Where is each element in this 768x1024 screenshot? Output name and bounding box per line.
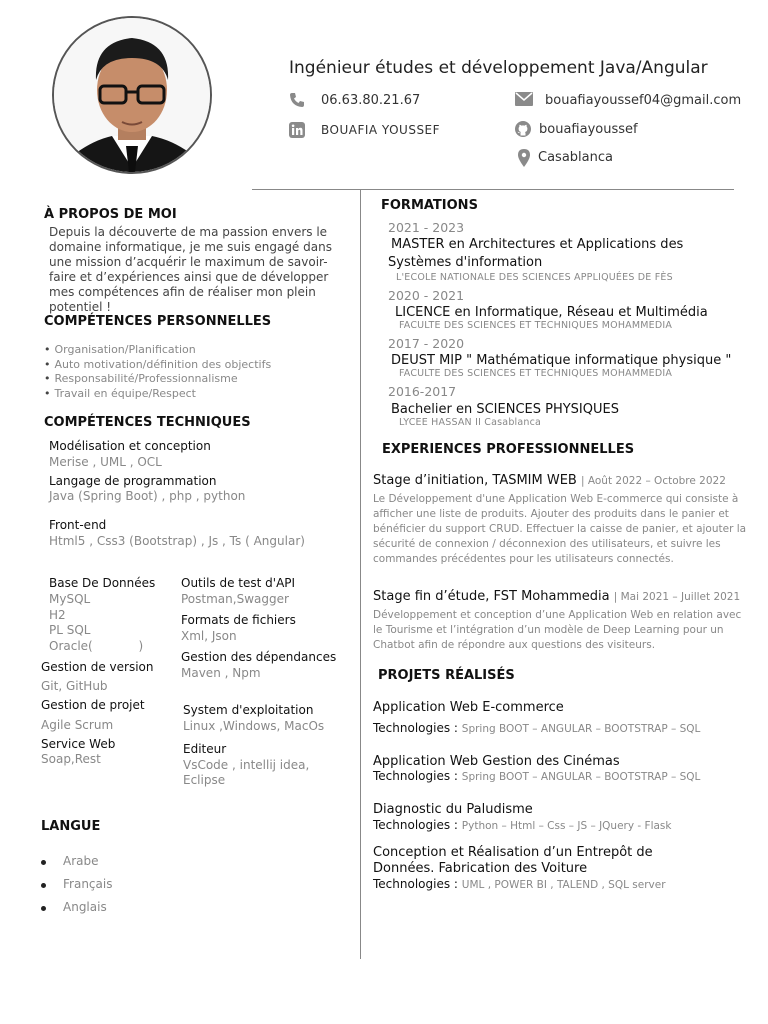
project-technologies [373,721,700,735]
github-username: bouafiayoussef [539,121,638,137]
api-test-value: Postman,Swagger [181,592,289,606]
linkedin-name: BOUAFIA YOUSSEF [321,123,441,137]
portrait-image [54,18,210,172]
list-item: • Responsabilité/Professionnalisme [44,372,271,387]
version-value: Git, GitHub [41,679,108,693]
formation-school: FACULTE DES SCIENCES ET TECHNIQUES MOHAMMEDIA [399,320,673,331]
email-address: bouafiayoussef04@gmail.com [545,92,742,108]
experience-header [373,473,726,488]
deps-label: Gestion des dépendances [181,650,337,664]
formation-years: 2021 - 2023 [388,220,465,235]
languages-title: LANGUE [41,819,101,834]
modeling-label: Modélisation et conception [49,439,211,453]
formation-degree: Bachelier en SCIENCES PHYSIQUES [391,402,619,417]
list-item: Français [39,877,112,900]
languages-list [39,854,112,923]
list-item: Arabe [39,854,112,877]
formats-value: Xml, Json [181,629,237,643]
formation-years: 2016-2017 [388,384,457,399]
projects-title: PROJETS RÉALISÉS [378,668,515,683]
experience-title: Stage fin d’étude, FST Mohammedia [373,589,610,604]
formations-title: FORMATIONS [381,198,478,213]
formation-school: FACULTE DES SCIENCES ET TECHNIQUES MOHAMMEDIA [399,368,673,379]
version-label: Gestion de version [41,660,154,674]
os-label: System d'exploitation [183,703,314,717]
editor-value-line2: Eclipse [183,773,226,787]
list-item: • Auto motivation/définition des objectifs [44,358,271,373]
tech-label: Technologies : [373,769,458,783]
deps-value: Maven , Npm [181,666,261,680]
formats-label: Formats de fichiers [181,613,296,627]
list-item: Anglais [39,900,112,923]
list-item: • Organisation/Planification [44,343,271,358]
list-item: PL SQL [49,623,91,638]
tech-value: Spring BOOT – ANGULAR – BOOTSTRAP – SQL [461,771,701,783]
project-mgmt-label: Gestion de projet [41,698,145,712]
email-contact[interactable] [515,92,741,108]
list-item: MySQL [49,592,91,606]
project-technologies [373,877,666,891]
project-name: Application Web E-commerce [373,700,564,715]
modeling-value: Merise , UML , OCL [49,455,162,469]
about-title: À PROPOS DE MOI [44,207,177,222]
personal-skills-title: COMPÉTENCES PERSONNELLES [44,314,272,329]
editor-label: Editeur [183,742,227,756]
webservice-value: Soap,Rest [41,752,101,766]
frontend-value: Html5 , Css3 (Bootstrap) , Js , Ts ( Angular) [49,534,305,548]
github-icon [515,121,531,137]
api-test-label: Outils de test d'API [181,576,296,590]
phone-contact [289,92,420,108]
experience-header [373,589,740,604]
experience-description: Développement et conception d’une Application Web en relation avec le Tourisme et l’intégration d’un modèle de Deep Learning pour un Chatbot afin de répondre aux questions des visiteurs. [373,609,742,651]
mail-icon [515,92,533,108]
formation-school: LYCEE HASSAN II Casablanca [399,417,542,428]
list-item: • Travail en équipe/Respect [44,387,271,402]
tech-value: UML , POWER BI , TALEND , SQL server [461,879,666,891]
os-value: Linux ,Windows, MacOs [183,719,325,733]
project-technologies [373,769,700,783]
formation-school: L'ECOLE NATIONALE DES SCIENCES APPLIQUÉES DE FÈS [396,272,673,283]
profile-photo [52,16,212,174]
location-pin-icon [518,149,530,165]
job-title: Ingénieur études et développement Java/Angular [289,58,708,78]
languages-label: Langage de programmation [49,474,217,488]
formation-degree: DEUST MIP " Mathématique informatique physique " [391,353,732,368]
webservice-label: Service Web [41,737,116,751]
linkedin-icon [289,122,305,138]
header-divider [252,189,734,190]
databases-label: Base De Données [49,576,156,590]
project-name: Conception et Réalisation d’un Entrepôt de Données. Fabrication des Voiture [373,845,653,876]
list-item: H2 [49,607,66,622]
tech-label: Technologies : [373,721,458,735]
formation-degree: MASTER en Architectures et Applications des Systèmes d'information [388,237,684,270]
project-mgmt-value: Agile Scrum [41,718,114,732]
databases-list [49,592,143,655]
tech-label: Technologies : [373,877,458,891]
experience-dates: | Mai 2021 – Juillet 2021 [613,591,741,603]
column-divider [360,189,361,959]
github-contact[interactable] [515,121,638,137]
phone-number: 06.63.80.21.67 [321,92,421,108]
formation-years: 2017 - 2020 [388,336,465,351]
experience-dates: | Août 2022 – Octobre 2022 [581,475,726,487]
list-item: Oracle( ) [49,639,144,654]
tech-value: Python – Html – Css – JS – JQuery - Flask [461,820,672,832]
tech-label: Technologies : [373,818,458,832]
project-name: Diagnostic du Paludisme [373,802,533,817]
experiences-title: EXPERIENCES PROFESSIONNELLES [382,442,635,457]
location-contact [518,149,613,165]
phone-icon [289,92,305,108]
about-text: Depuis la découverte de ma passion envers le domaine informatique, je me suis engagé dans une mission d’acquérir le maximum de savoir-faire et d’expériences ainsi que de développer mes compétences afin de réaliser mon plein potentiel ! [49,225,332,314]
frontend-label: Front-end [49,518,107,532]
project-technologies [373,818,671,832]
tech-value: Spring BOOT – ANGULAR – BOOTSTRAP – SQL [461,723,701,735]
formation-degree: LICENCE en Informatique, Réseau et Multimédia [395,305,708,320]
linkedin-contact[interactable] [289,122,440,138]
tech-skills-title: COMPÉTENCES TECHNIQUES [44,415,251,430]
languages-value: Java (Spring Boot) , php , python [49,489,246,503]
experience-title: Stage d’initiation, TASMIM WEB [373,473,577,488]
project-name: Application Web Gestion des Cinémas [373,754,620,769]
formation-years: 2020 - 2021 [388,288,465,303]
editor-value-line1: VsCode , intellij idea, [183,758,310,772]
personal-skills-list [44,343,271,401]
experience-description: Le Développement d'une Application Web E-commerce qui consiste à afficher une liste de produits. Ajouter des produits dans le panier et bénéficier du support CRUD. Effectuer la caisse de panier, et ajouter la sécurité de connexion / déconnexion des utilisateurs, et suivre les commandes précédentes pour les utilisateurs connectés. [373,493,747,565]
location-city: Casablanca [538,149,613,165]
